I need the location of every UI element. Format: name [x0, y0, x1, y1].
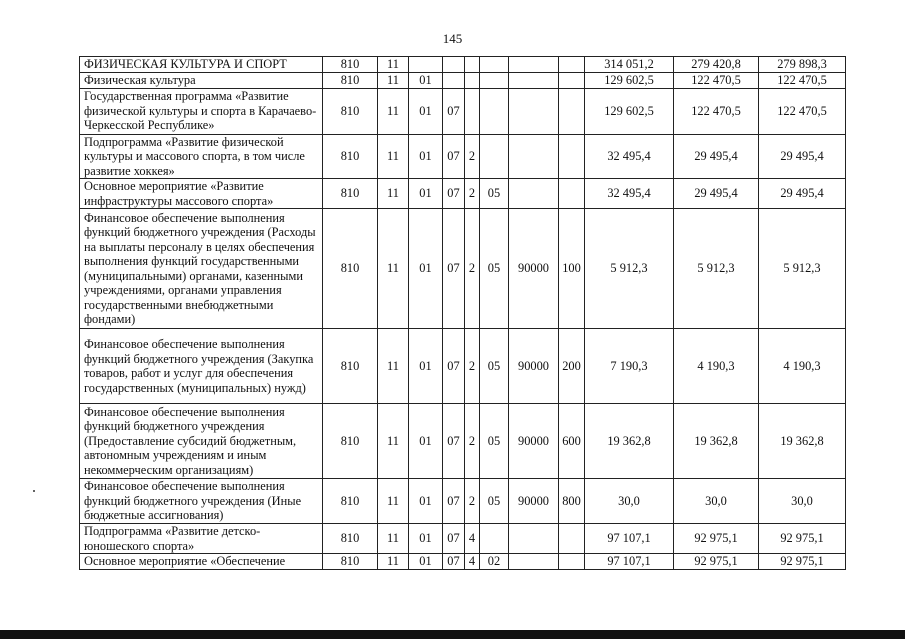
subsection-code: 01 [409, 404, 443, 479]
subprogram-code: 2 [465, 179, 480, 209]
table-row [80, 134, 846, 179]
event-code: 05 [480, 209, 509, 329]
direction-code [509, 72, 559, 88]
direction-code: 90000 [509, 209, 559, 329]
budget-table [79, 56, 846, 570]
event-code: 05 [480, 329, 509, 404]
amount-year-1: 32 495,4 [585, 179, 674, 209]
amount-year-3: 92 975,1 [759, 554, 846, 570]
row-name: Финансовое обеспечение выполнения функций бюджетного учреждения (Расходы на выплаты персоналу в целях обеспечения выполнения функций государственными (муниципальными) органами, казенными учреждениями, органами управления государственными внебюджетными фондами) [80, 209, 323, 329]
ministry-code: 810 [323, 524, 378, 554]
table-row [80, 179, 846, 209]
direction-code: 90000 [509, 479, 559, 524]
program-code: 07 [443, 88, 465, 134]
table-row [80, 209, 846, 329]
amount-year-2: 279 420,8 [674, 57, 759, 73]
ministry-code: 810 [323, 209, 378, 329]
direction-code [509, 57, 559, 73]
ministry-code: 810 [323, 72, 378, 88]
table-row [80, 404, 846, 479]
amount-year-1: 5 912,3 [585, 209, 674, 329]
scan-speck [33, 490, 35, 492]
section-code: 11 [378, 88, 409, 134]
subprogram-code [465, 57, 480, 73]
amount-year-3: 19 362,8 [759, 404, 846, 479]
program-code: 07 [443, 524, 465, 554]
row-name: ФИЗИЧЕСКАЯ КУЛЬТУРА И СПОРТ [80, 57, 323, 73]
subsection-code: 01 [409, 134, 443, 179]
expense-type-code: 800 [559, 479, 585, 524]
subsection-code: 01 [409, 329, 443, 404]
direction-code [509, 179, 559, 209]
section-code: 11 [378, 179, 409, 209]
section-code: 11 [378, 524, 409, 554]
expense-type-code: 100 [559, 209, 585, 329]
amount-year-3: 122 470,5 [759, 72, 846, 88]
expense-type-code [559, 88, 585, 134]
amount-year-2: 19 362,8 [674, 404, 759, 479]
amount-year-3: 29 495,4 [759, 134, 846, 179]
amount-year-1: 97 107,1 [585, 554, 674, 570]
direction-code [509, 88, 559, 134]
section-code: 11 [378, 479, 409, 524]
ministry-code: 810 [323, 479, 378, 524]
amount-year-1: 32 495,4 [585, 134, 674, 179]
program-code: 07 [443, 179, 465, 209]
expense-type-code [559, 72, 585, 88]
amount-year-1: 129 602,5 [585, 88, 674, 134]
event-code: 05 [480, 179, 509, 209]
expense-type-code: 600 [559, 404, 585, 479]
amount-year-3: 122 470,5 [759, 88, 846, 134]
amount-year-1: 30,0 [585, 479, 674, 524]
amount-year-2: 5 912,3 [674, 209, 759, 329]
subsection-code: 01 [409, 554, 443, 570]
table-row [80, 524, 846, 554]
subprogram-code: 2 [465, 479, 480, 524]
table-row [80, 88, 846, 134]
event-code: 05 [480, 479, 509, 524]
subsection-code: 01 [409, 88, 443, 134]
section-code: 11 [378, 57, 409, 73]
subprogram-code: 4 [465, 524, 480, 554]
direction-code: 90000 [509, 404, 559, 479]
amount-year-3: 4 190,3 [759, 329, 846, 404]
program-code [443, 72, 465, 88]
amount-year-3: 5 912,3 [759, 209, 846, 329]
page-number: 145 [442, 31, 463, 46]
event-code [480, 524, 509, 554]
ministry-code: 810 [323, 88, 378, 134]
section-code: 11 [378, 209, 409, 329]
program-code: 07 [443, 329, 465, 404]
row-name: Подпрограмма «Развитие физической культуры и массового спорта, в том числе развитие хоккея» [80, 134, 323, 179]
direction-code [509, 134, 559, 179]
expense-type-code [559, 524, 585, 554]
row-name: Финансовое обеспечение выполнения функций бюджетного учреждения (Закупка товаров, работ и услуг для обеспечения государственных (муниципальных) нужд) [80, 329, 323, 404]
expense-type-code [559, 134, 585, 179]
row-name: Подпрограмма «Развитие детско-юношеского спорта» [80, 524, 323, 554]
section-code: 11 [378, 72, 409, 88]
table-row [80, 554, 846, 570]
program-code [443, 57, 465, 73]
amount-year-2: 4 190,3 [674, 329, 759, 404]
section-code: 11 [378, 329, 409, 404]
amount-year-1: 314 051,2 [585, 57, 674, 73]
amount-year-3: 29 495,4 [759, 179, 846, 209]
row-name: Основное мероприятие «Обеспечение [80, 554, 323, 570]
amount-year-1: 19 362,8 [585, 404, 674, 479]
section-code: 11 [378, 554, 409, 570]
subprogram-code: 4 [465, 554, 480, 570]
subsection-code: 01 [409, 209, 443, 329]
subsection-code: 01 [409, 72, 443, 88]
amount-year-1: 7 190,3 [585, 329, 674, 404]
expense-type-code [559, 57, 585, 73]
event-code: 02 [480, 554, 509, 570]
amount-year-3: 92 975,1 [759, 524, 846, 554]
subprogram-code [465, 88, 480, 134]
program-code: 07 [443, 554, 465, 570]
direction-code [509, 554, 559, 570]
direction-code [509, 524, 559, 554]
subsection-code: 01 [409, 479, 443, 524]
amount-year-2: 29 495,4 [674, 134, 759, 179]
row-name: Физическая культура [80, 72, 323, 88]
row-name: Государственная программа «Развитие физической культуры и спорта в Карачаево-Черкесской Республике» [80, 88, 323, 134]
table-row [80, 329, 846, 404]
section-code: 11 [378, 134, 409, 179]
table-row [80, 479, 846, 524]
ministry-code: 810 [323, 329, 378, 404]
ministry-code: 810 [323, 179, 378, 209]
section-code: 11 [378, 404, 409, 479]
expense-type-code: 200 [559, 329, 585, 404]
event-code [480, 57, 509, 73]
ministry-code: 810 [323, 554, 378, 570]
ministry-code: 810 [323, 57, 378, 73]
scan-edge-bar [0, 630, 905, 639]
subprogram-code: 2 [465, 329, 480, 404]
expense-type-code [559, 179, 585, 209]
subprogram-code [465, 72, 480, 88]
subprogram-code: 2 [465, 209, 480, 329]
row-name: Основное мероприятие «Развитие инфраструктуры массового спорта» [80, 179, 323, 209]
subsection-code: 01 [409, 179, 443, 209]
subsection-code: 01 [409, 524, 443, 554]
table-row [80, 72, 846, 88]
expense-type-code [559, 554, 585, 570]
program-code: 07 [443, 404, 465, 479]
table-row [80, 57, 846, 73]
amount-year-1: 97 107,1 [585, 524, 674, 554]
ministry-code: 810 [323, 134, 378, 179]
ministry-code: 810 [323, 404, 378, 479]
event-code: 05 [480, 404, 509, 479]
amount-year-1: 129 602,5 [585, 72, 674, 88]
row-name: Финансовое обеспечение выполнения функций бюджетного учреждения (Иные бюджетные ассигнования) [80, 479, 323, 524]
event-code [480, 134, 509, 179]
subprogram-code: 2 [465, 134, 480, 179]
amount-year-2: 29 495,4 [674, 179, 759, 209]
direction-code: 90000 [509, 329, 559, 404]
amount-year-2: 122 470,5 [674, 88, 759, 134]
subprogram-code: 2 [465, 404, 480, 479]
event-code [480, 88, 509, 134]
amount-year-2: 122 470,5 [674, 72, 759, 88]
program-code: 07 [443, 209, 465, 329]
amount-year-2: 92 975,1 [674, 554, 759, 570]
amount-year-2: 92 975,1 [674, 524, 759, 554]
event-code [480, 72, 509, 88]
row-name: Финансовое обеспечение выполнения функций бюджетного учреждения (Предоставление субсидий бюджетным, автономным учреждениям и иным некоммерческим организациям) [80, 404, 323, 479]
amount-year-2: 30,0 [674, 479, 759, 524]
program-code: 07 [443, 134, 465, 179]
amount-year-3: 30,0 [759, 479, 846, 524]
amount-year-3: 279 898,3 [759, 57, 846, 73]
subsection-code [409, 57, 443, 73]
program-code: 07 [443, 479, 465, 524]
